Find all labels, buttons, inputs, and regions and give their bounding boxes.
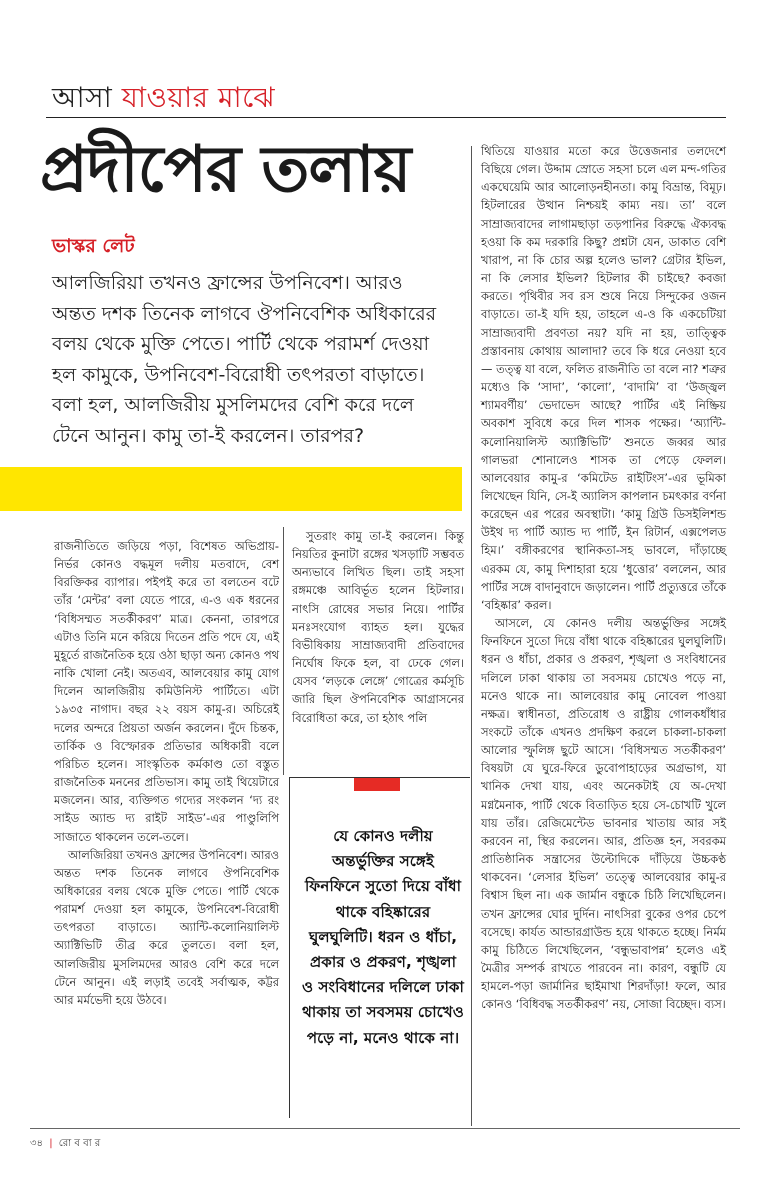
- section-label: [52, 76, 275, 123]
- page-number: ৩৪: [30, 1138, 43, 1149]
- pullquote-red-bar: [354, 778, 400, 791]
- paragraph: সুতরাং কামু তা-ই করলেন। কিন্তু নিয়তির কুনাটা রঙ্গের খসড়াটি সম্ভবত অন্যভাবে লিখিত ছিল। তাই সহসা রঙ্গমঞ্চে আবির্ভূত হলেন হিটলার। নাৎসি রোষের সভার নিয়ে। পার্টির মনঃসংযোগ ব্যাহত হল। যুদ্ধের বিভীষিকায় সাম্রাজ্যবাদী প্রতিবাদের নির্ঘোষ ফিকে হল, বা ঢেকে গেল। যেসব ‘লড়কে লেঙ্গে’ গোত্রের কর্মসূচি জারি ছিল ঔপনিবেশিক আগ্রাসনের বিরোধিতা করে, তা হঠাৎ পলি: [292, 529, 464, 725]
- section-label-part2: যাওয়ার মাঝে: [121, 81, 276, 114]
- standfirst: আলজিরিয়া তখনও ফ্রান্সের উপনিবেশ। আরও অন্তত দশক তিনেক লাগবে ঔপনিবেশিক অধিকারের বলয় থেকে মুক্তি পেতে। পার্টি থেকে পরামর্শ দেওয়া হল কামুকে, উপনিবেশ-বিরোধী তৎপরতা বাড়াতে। বলা হল, আলজিরীয় মুসলিমদের বেশি করে দলে টেনে আনুন। কামু তা-ই করলেন। তারপর?: [52, 272, 437, 447]
- column-divider-left: [283, 527, 284, 775]
- body-column-1: [54, 537, 279, 1009]
- paragraph: আলজিরিয়া তখনও ফ্রান্সের উপনিবেশ। আরও অন্তত দশক তিনেক লাগবে ঔপনিবেশিক অধিকারের বলয় থেকে মুক্তি পেতে। পার্টি থেকে পরামর্শ দেওয়া হল কামুকে, উপনিবেশ-বিরোধী তৎপরতা বাড়াতে। অ্যান্টি-কলোনিয়ালিস্ট অ্যাক্টিভিটি তীব্র করে তুলতে। বলা হল, আলজিরীয় মুসলিমদের আরও বেশি করে দলে টেনে আনুন। এই লড়াই তবেই সর্বাত্মক, কট্টর আর মর্মভেদী হয়ে উঠবে।: [54, 847, 279, 1007]
- page-footer: [30, 1136, 100, 1153]
- column-divider-right: [471, 146, 472, 1126]
- paragraph: রাজনীতিতে জড়িয়ে পড়া, বিশেষত অভিপ্রায়-নির্ভর কোনও বদ্ধমূল দলীয় মতবাদে, বেশ বিরক্তিকর ব্যাপার। পইপই করে তা বলতেন বটে তাঁর ‘মেন্টর’ বলা যেতে পারে, এ-ও এক ধরনের ‘বিধিসম্মত সতর্কীকরণ’ মাত্র। কেননা, তারপরে এটাও তিনি মনে করিয়ে দিতেন প্রতি পদে যে, এই মুহূর্তে রাজনৈতিক হয়ে ওঠা ছাড়া অন্য কোনও পথ নাকি খোলা নেই। অতএব, আলবেয়ার কামু যোগ দিলেন আলজিরীয় কমিউনিস্ট পার্টিতে। এটা ১৯৩৫ নাগাদ। বছর ২২ বয়স কামু-র। অচিরেই দলের অন্দরে প্রিয়তা অর্জন করলেন। দুঁদে চিন্তক, তার্কিক ও বিস্ফোরক প্রতিভার অধিকারী বলে পরিচিত হলেন। সাংস্কৃতিক কর্মকাণ্ড তো বস্তুত রাজনৈতিক মননের প্রতিভাস। কামু তাই থিয়েটারে মজলেন। আর, ব্যক্তিগত গদ্যের সংকলন ‘দ্য রং সাইড অ্যান্ড দ্য রাইট সাইড’-এর পাণ্ডুলিপি সাজাতে থাকলেন তলে-তলে।: [54, 539, 279, 844]
- paragraph: আসলে, যে কোনও দলীয় অন্তর্ভুক্তির সঙ্গেই ফিনফিনে সুতো দিয়ে বাঁধা থাকে বহিষ্কারের ঘুলঘুলিটি। ধরন ও ধাঁচা, প্রকার ও প্রকরণ, শৃঙ্খলা ও সংবিধানের দলিলে ঢাকা থাকায় তা সবসময় চোখেও পড়ে না, মনেও থাকে না। আলবেয়ার কামু নোবেল পাওয়া নক্ষত্র। স্বাধীনতা, প্রতিরোধ ও রাষ্ট্রীয় গোলকধাঁধার সংকটে তাঁকে এখনও প্রদক্ষিণ করলে চাকলা-চাকলা আলোর স্ফুলিঙ্গ ছুটে আসে। ‘বিধিসম্মত সতর্কীকরণ’ বিষয়টা যে ঘুরে-ফিরে ডুবোপাহাড়ের অগ্রভাগ, যা খানিক দেখা যায়, এবং অনেকটাই যে অ-দেখা মগ্নমৈনাক, পার্টি থেকে বিতাড়িত হয়ে সে-চোখটি খুলে যায় তাঁর। রেজিমেন্টেড ভাবনার খাতায় আর সই করবেন না, স্থির করলেন। আর, প্রতিজ্ঞ হন, সবরকম প্রাতিষ্ঠানিক সন্ত্রাসের উল্টোদিকে দাঁড়িয়ে উচ্চকণ্ঠ থাকবেন। ‘লেসার ইভিল’ তত্ত্বে আলবেয়ার কামু-র বিশ্বাস ছিল না। এক জার্মান বন্ধুকে চিঠি লিখেছিলেন। তখন ফ্রান্সের ঘোর দুর্দিন। নাৎসিরা বুকের ওপর চেপে বসেছে। কার্যত আন্ডারগ্রাউন্ড হয়ে থাকতে হচ্ছে। নির্মম কামু চিঠিতে লিখেছিলেন, ‘বন্ধুভাবাপন্ন’ হলেও এই মৈত্রীর সম্পর্ক রাখতে পারবেন না। কারণ, বন্ধুটি যে হামলে-পড়া জার্মানির ছাইমাখা শিরদাঁড়া! ফলে, আর কোনও ‘বিধিবদ্ধ সতর্কীকরণ’ নয়, সোজা বিচ্ছেদ। ব্যস।: [481, 616, 726, 1012]
- byline: ভাস্কর লেট: [52, 235, 135, 257]
- body-column-2: [292, 527, 464, 727]
- footer-separator: |: [49, 1138, 53, 1149]
- headline: প্রদীপের তলায়: [40, 133, 411, 207]
- yellow-highlight-band: [0, 467, 462, 511]
- pullquote: যে কোনও দলীয় অন্তর্ভুক্তির সঙ্গেই ফিনফিনে সুতো দিয়ে বাঁধা থাকে বহিষ্কারের ঘুলঘুলিটি। ধরন ও ধাঁচা, প্রকার ও প্রকরণ, শৃঙ্খলা ও সংবিধানের দলিলে ঢাকা থাকায় তা সবসময় চোখেও পড়ে না, মনেও থাকে না।: [302, 827, 464, 1047]
- body-column-3: [481, 142, 726, 1014]
- paragraph: থিতিয়ে যাওয়ার মতো করে উত্তেজনার তলদেশে বিছিয়ে গেল। উদ্দাম স্রোতে সহসা চলে এল মন্দ-গতির একঘেয়েমি আর আলোড়নহীনতা। কামু বিভ্রান্ত, বিমূঢ়। হিটলারের উত্থান নিশ্চয়ই কাম্য নয়। তা’ বলে সাম্রাজ্যবাদের লাগামছাড়া তড়পানির বিরুদ্ধে ঐক্যবদ্ধ হওয়া কি কম দরকারি কিছু? প্রশ্নটা যেন, ডাকাত বেশি খারাপ, না কি চোর অল্প হলেও ভাল? গ্রেটার ইভিল, না কি লেসার ইভিল? হিটলার কী চাইছে? কবজা করতে। পৃথিবীর সব রস শুষে নিয়ে সিন্দুকের ওজন বাড়াতে। তা-ই যদি হয়, তাহলে এ-ও কি একচেটিয়া সাম্রাজ্যবাদী প্রবণতা নয়? যদি না হয়, তাত্ত্বিক প্রস্তাবনায় কোথায় আলাদা? তবে কি ধরে নেওয়া হবে— তত্ত্ব যা বলে, ফলিত রাজনীতি তা বলে না? শত্রুর মধ্যেও কি ‘সাদা’, ‘কালো’, ‘বাদামি’ বা ‘উজ্জ্বল শ্যামবর্ণীয়’ ভেদাভেদ আছে? পার্টির এই নিষ্ক্রিয় অবকাশ সুবিধে করে দিল শাসক পক্ষের। ‘অ্যান্টি-কলোনিয়ালিস্ট অ্যাক্টিভিটি’ শুনতে জব্বর আর গালভরা শোনালেও শাসক তা পেড়ে ফেলল। আলবেয়ার কামু-র ‘কমিটেড রাইটিংস’-এর ভূমিকা লিখেছেন যিনি, সে-ই অ্যালিস কাপলান চমৎকার বর্ণনা করেছেন এর পরের অবস্থাটা। ‘কামু গ্রিউ ডিসইলিশন্ড উইথ দ্য পার্টি অ্যান্ড দ্য পার্টি, ইন রিটার্ন, এক্সপেলড হিম।’ বঙ্গীকরণের স্থানিকতা-সহ ভাবলে, দাঁড়াচ্ছে এরকম যে, কামু দিশাহারা হয়ে ‘ধুত্তোর’ বললেন, আর পার্টির সঙ্গে বাদানুবাদে জড়ালেন। পার্টি প্রত্যুত্তরে তাঁকে ‘বহিষ্কার’ করল।: [481, 144, 726, 612]
- section-label-part1: আসা: [52, 81, 113, 114]
- magazine-name: রো ব বা র: [58, 1138, 101, 1149]
- bottom-rule: [30, 1128, 740, 1129]
